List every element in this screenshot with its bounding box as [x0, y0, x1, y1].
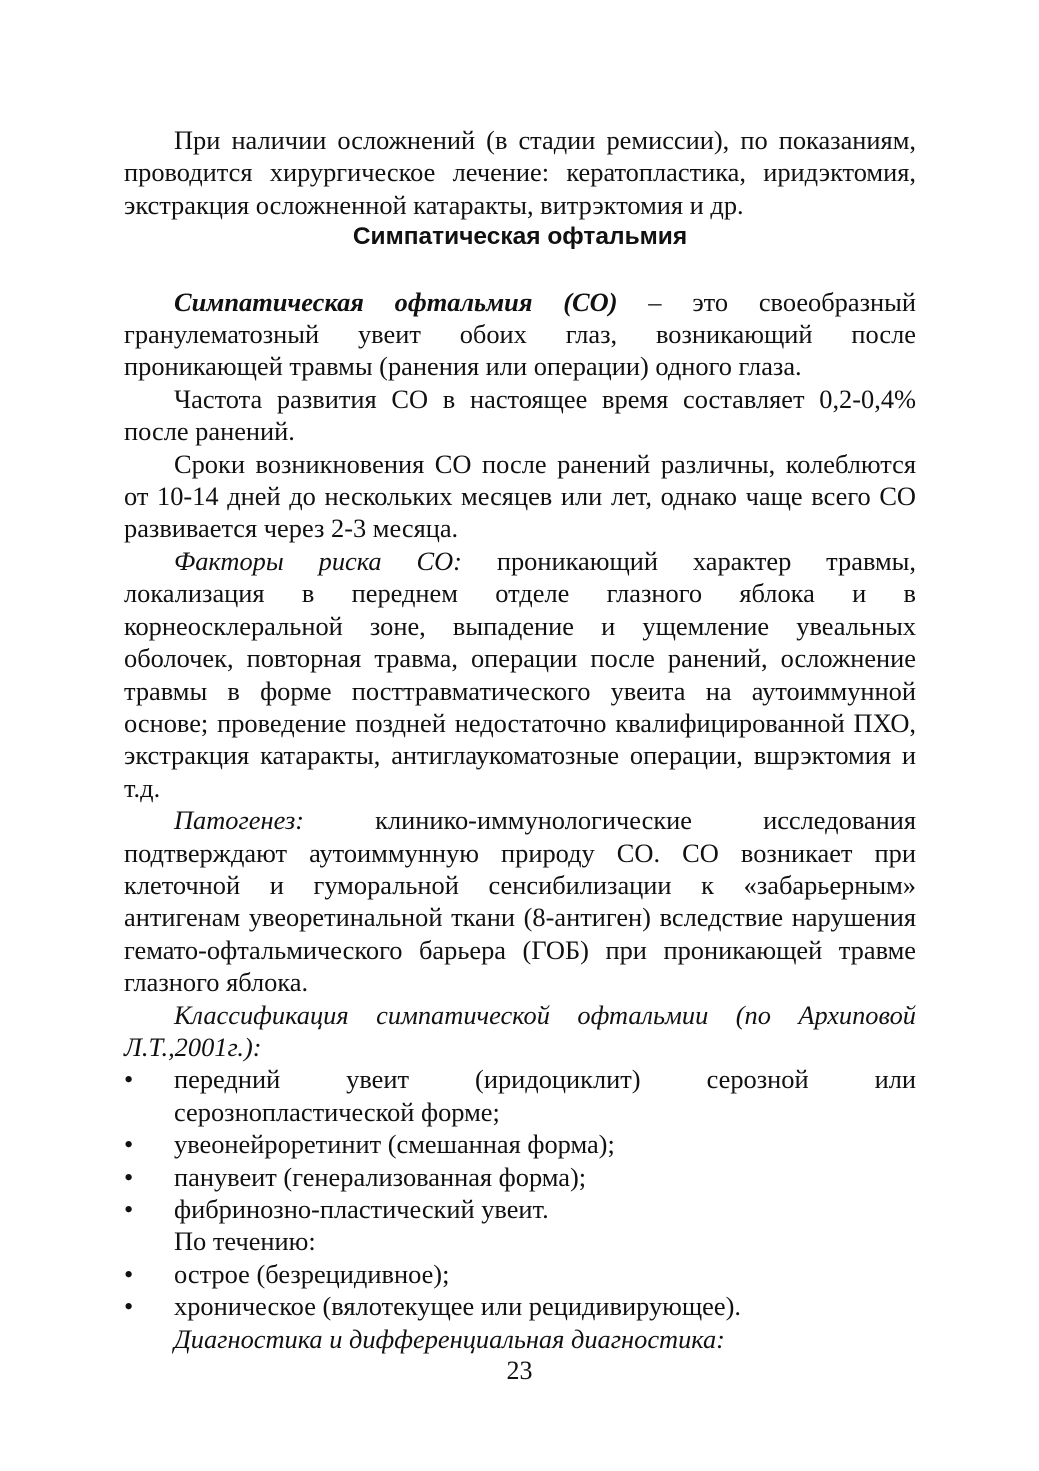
list-item-text: фибринозно-пластический увеит.: [174, 1194, 549, 1224]
bullet-marker: •: [124, 1129, 134, 1160]
frequency-paragraph: Частота развития СО в настоящее время составляет 0,2-0,4% после ранений.: [124, 383, 916, 447]
list-item: [124, 1063, 916, 1128]
risk-factors-text: проникающий характер травмы, локализация в переднем отделе глазного яблока и в корнеосклеральной зоне, выпадение и ущемление увеальных оболочек, повторная травма, операции после ранений, осложнение травмы в форме посттравматического увеита на аутоиммунной основе; проведение поздней недостаточно квалифицированной ПХО, экстракция катаракты, антиглаукоматозные операции, вшрэктомия и т.д.: [124, 545, 916, 803]
bullet-marker: •: [124, 1064, 134, 1095]
list-item: [124, 1193, 916, 1225]
list-item: [124, 1258, 916, 1290]
course-label: По течению:: [174, 1226, 316, 1257]
bullet-marker: •: [124, 1161, 134, 1192]
risk-factors-label: Факторы риска СО:: [174, 545, 462, 576]
definition-term: Симпатическая офтальмия (СО): [174, 286, 618, 317]
intro-paragraph: При наличии осложнений (в стадии ремиссии), по показаниям, проводится хирургическое лечение: кератопластика, иридэктомия, экстракция осложненной катаракты, витрэктомия и др.: [124, 125, 916, 220]
list-item: [124, 1128, 916, 1160]
definition-paragraph: [124, 286, 916, 383]
course-list: [124, 1258, 916, 1323]
diagnostics-label: Диагностика и дифференциальная диагностика:: [174, 1323, 725, 1354]
bullet-marker: •: [124, 1194, 134, 1224]
list-item: [124, 1161, 916, 1193]
list-item: [124, 1290, 916, 1322]
list-item-text: хроническое (вялотекущее или рецидивирующее).: [174, 1291, 741, 1322]
timing-paragraph: Сроки возникновения СО после ранений различны, колеблются от 10-14 дней до нескольких месяцев или лет, однако чаще всего СО развивается через 2-3 месяца.: [124, 448, 916, 544]
definition-text: – это своеобразный гранулематозный увеит обоих глаз, возникающий после проникающей травмы (ранения или операции) одного глаза.: [124, 286, 916, 382]
classification-list: [124, 1063, 916, 1225]
section-heading: Симпатическая офтальмия: [352, 223, 688, 251]
bullet-marker: •: [124, 1258, 134, 1289]
risk-factors-paragraph: [124, 545, 916, 804]
pathogenesis-text: клинико-иммунологические исследования подтверждают аутоиммунную природу СО. СО возникает при клеточной и гуморальной сенсибилизации к «забарьерным» антигенам увеоретинальной ткани (8-антиген) вследствие нарушения гемато-офтальмического барьера (ГОБ) при проникающей травме глазного яблока.: [124, 805, 916, 998]
page-number: 23: [506, 1356, 533, 1385]
list-item-text: панувеит (генерализованная форма);: [174, 1161, 587, 1192]
pathogenesis-label: Патогенез:: [174, 805, 305, 836]
page-body: [124, 124, 916, 1355]
classification-label: Классификация симпатической офтальмии (по Архиповой Л.Т.,2001г.):: [124, 999, 916, 1062]
list-item-text: острое (безрецидивное);: [174, 1258, 450, 1289]
list-item-text: увеонейроретинит (смешанная форма);: [174, 1129, 615, 1160]
bullet-marker: •: [124, 1291, 134, 1322]
list-item-text: передний увеит (иридоциклит) серозной или серознопластической форме;: [174, 1064, 916, 1127]
pathogenesis-paragraph: [124, 804, 916, 998]
